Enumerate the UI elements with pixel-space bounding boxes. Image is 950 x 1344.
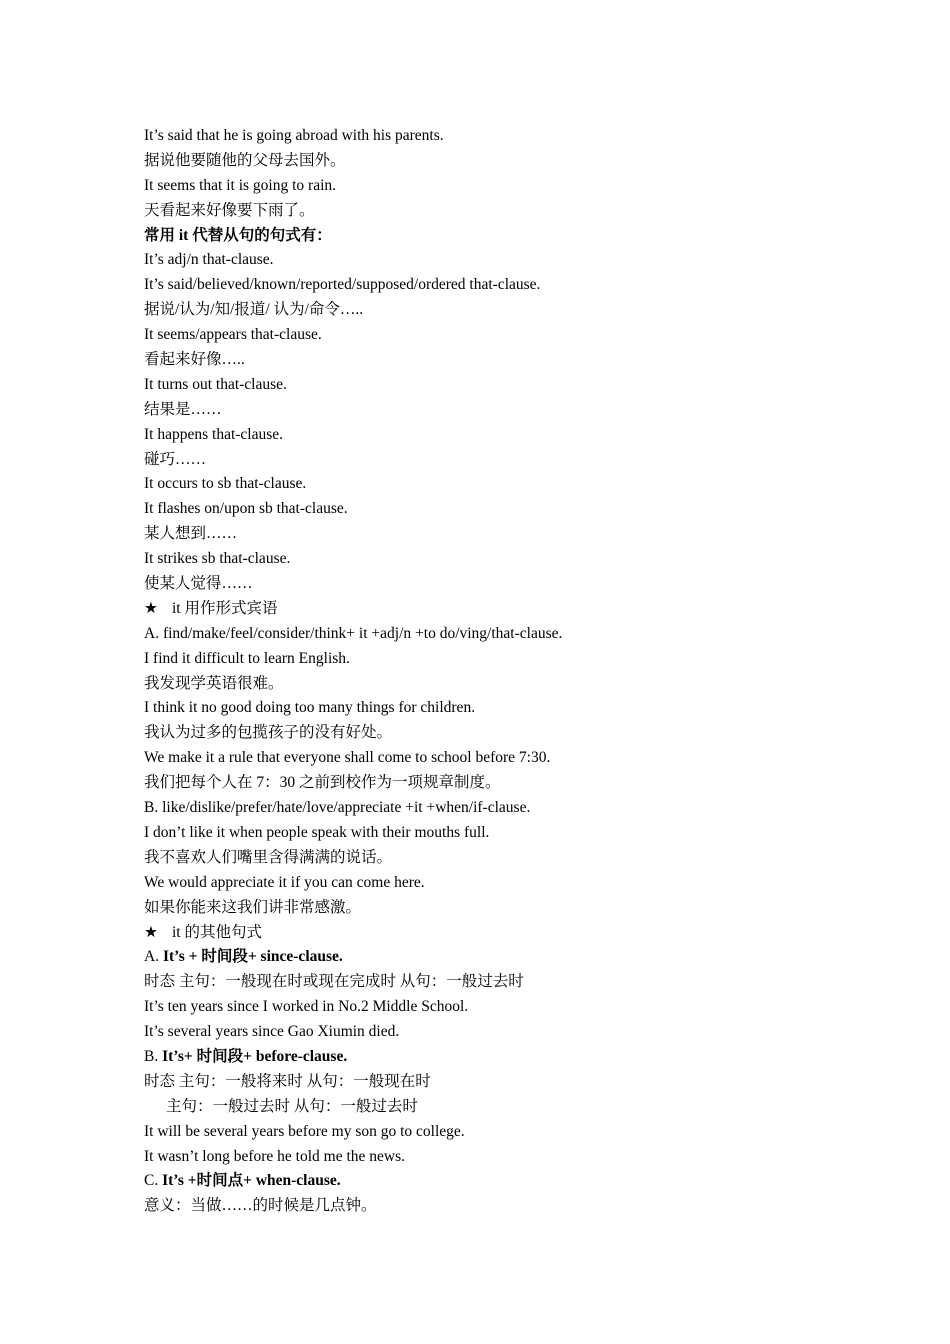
pattern: B. like/dislike/prefer/hate/love/appreciate +it +when/if-clause. — [144, 799, 531, 817]
translation: 结果是…… — [144, 400, 222, 418]
star-icon: ★ — [144, 923, 158, 941]
translation: 看起来好像….. — [144, 351, 245, 369]
pattern: A. find/make/feel/consider/think+ it +adj/n +to do/ving/that-clause. — [144, 624, 563, 642]
pattern-bold: It’s +时间点+ when-clause. — [162, 1172, 341, 1190]
pattern-label: C. — [144, 1172, 163, 1190]
translation: 我认为过多的包揽孩子的没有好处。 — [144, 724, 393, 742]
example-sentence: It wasn’t long before he told me the news. — [144, 1147, 405, 1165]
pattern: It occurs to sb that-clause. — [144, 475, 307, 493]
pattern-label: A. — [144, 948, 163, 966]
pattern-bold: It’s + 时间段+ since-clause. — [162, 948, 343, 966]
example-sentence: We make it a rule that everyone shall come to school before 7:30. — [144, 749, 551, 767]
pattern: It turns out that-clause. — [144, 375, 287, 393]
example-sentence: It’s ten years since I worked in No.2 Middle School. — [144, 998, 469, 1016]
example-sentence: It will be several years before my son go to college. — [144, 1122, 465, 1140]
example-sentence: I think it no good doing too many things for children. — [144, 699, 476, 717]
translation: 使某人觉得…… — [144, 575, 253, 593]
pattern-bold: It’s+ 时间段+ before-clause. — [162, 1047, 348, 1065]
translation: 天看起来好像要下雨了。 — [144, 201, 315, 219]
pattern-heading — [144, 1169, 864, 1194]
example-sentence: It seems that it is going to rain. — [144, 176, 337, 194]
tense-note: 主句：一般过去时 从句：一般过去时 — [166, 1097, 418, 1115]
star-heading — [144, 597, 864, 622]
section-heading: 常用 it 代替从句的句式有： — [144, 226, 332, 244]
pattern: It’s adj/n that-clause. — [144, 251, 274, 269]
pattern-heading — [144, 1045, 864, 1070]
meaning-note: 意义：当做……的时候是几点钟。 — [144, 1197, 377, 1215]
example-sentence: I find it difficult to learn English. — [144, 649, 350, 667]
pattern: It strikes sb that-clause. — [144, 550, 291, 568]
translation: 如果你能来这我们讲非常感激。 — [144, 898, 362, 916]
example-sentence: We would appreciate it if you can come here. — [144, 873, 425, 891]
tense-note: 时态 主句：一般现在时或现在完成时 从句：一般过去时 — [144, 973, 524, 991]
tense-note: 时态 主句：一般将来时 从句：一般现在时 — [144, 1072, 431, 1090]
document-page — [144, 124, 864, 1219]
star-icon: ★ — [144, 599, 158, 617]
star-heading-text: it 用作形式宾语 — [172, 599, 278, 617]
pattern: It seems/appears that-clause. — [144, 326, 322, 344]
translation: 某人想到…… — [144, 525, 238, 543]
pattern: It’s said/believed/known/reported/supposed/ordered that-clause. — [144, 276, 541, 294]
pattern-heading — [144, 945, 864, 970]
translation: 据说他要随他的父母去国外。 — [144, 151, 346, 169]
translation: 碰巧…… — [144, 450, 207, 468]
translation: 我们把每个人在 7：30 之前到校作为一项规章制度。 — [144, 774, 501, 792]
example-sentence: I don’t like it when people speak with their mouths full. — [144, 823, 490, 841]
translation: 我发现学英语很难。 — [144, 674, 284, 692]
translation: 据说/认为/知/报道/ 认为/命令….. — [144, 301, 364, 319]
example-sentence: It’s several years since Gao Xiumin died. — [144, 1023, 400, 1041]
star-heading-text: it 的其他句式 — [172, 923, 262, 941]
star-heading — [144, 921, 864, 946]
pattern: It happens that-clause. — [144, 425, 284, 443]
example-sentence: It’s said that he is going abroad with his parents. — [144, 127, 444, 144]
pattern: It flashes on/upon sb that-clause. — [144, 500, 348, 518]
pattern-label: B. — [144, 1047, 163, 1065]
translation: 我不喜欢人们嘴里含得满满的说话。 — [144, 848, 393, 866]
